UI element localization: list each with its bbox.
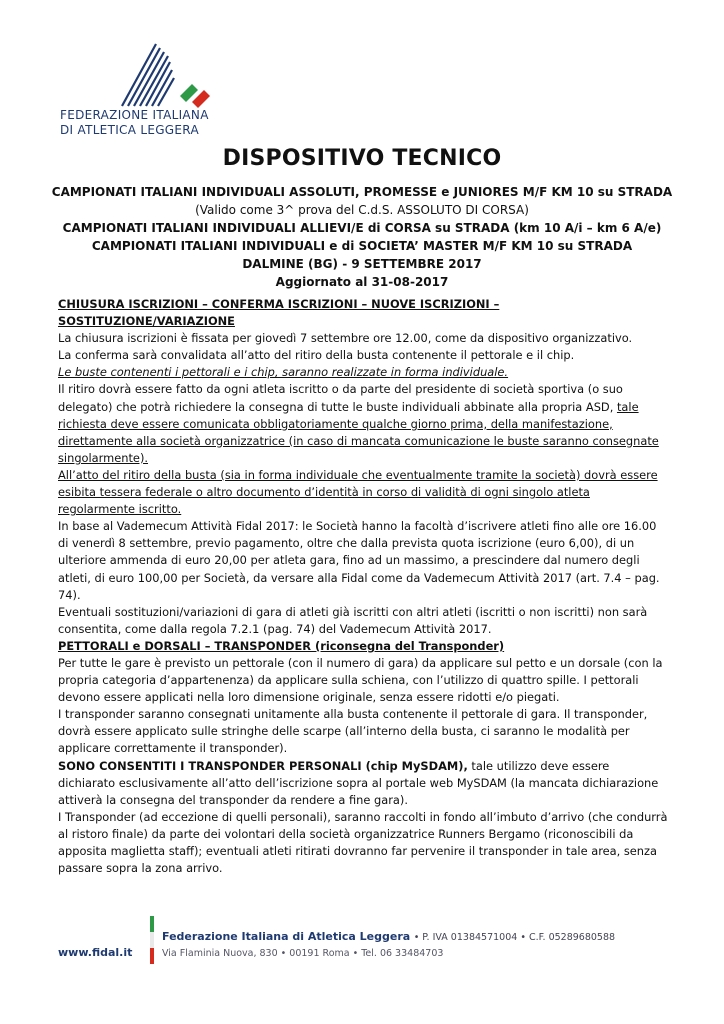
section-heading-transponder: PETTORALI e DORSALI – TRANSPONDER (riconsegna del Transponder) — [58, 638, 505, 653]
document-body — [58, 296, 668, 877]
logo-line-2: DI ATLETICA LEGGERA — [60, 123, 199, 137]
paragraph: In base al Vademecum Attività Fidal 2017: le Società hanno la facoltà d’iscrivere atleti fino alle ore 16.00 di venerdì 8 settembre, previo pagamento, oltre che dalla prevista quota iscrizione (euro 6,00), di un ulteriore ammenda di euro 20,00 per atleta gara, fino ad un massimo, a prescindere dal numero degli atleti, di euro 100,00 per Società, da versare alla Fidal come da Vademecum Attività 2017 (art. 7.4 – pag. 74). — [58, 519, 660, 602]
paragraph: Eventuali sostituzioni/variazioni di gara di atleti già iscritti con altri atleti (iscritti o non iscritti) non sarà consentita, come dalla regola 7.2.1 (pag. 74) del Vademecum Attività 2017. — [58, 604, 648, 636]
logo-line-1: FEDERAZIONE ITALIANA — [60, 108, 209, 122]
paragraph: La chiusura iscrizioni è fissata per giovedì 7 settembre ore 12.00, come da dispositivo organizzativo. — [58, 331, 633, 346]
heading-line-6: Aggiornato al 31-08-2017 — [275, 275, 449, 289]
section-heading-registrations: CHIUSURA ISCRIZIONI – CONFERMA ISCRIZIONI – NUOVE ISCRIZIONI – SOSTITUZIONE/VARIAZIONE — [58, 297, 500, 329]
paragraph: La conferma sarà convalidata all’atto del ritiro della busta contenente il pettorale e il chip. — [58, 348, 575, 363]
paragraph-underlined: All’atto del ritiro della busta (sia in forma individuale che eventualmente tramite la società) dovrà essere esibita tessera federale o altro documento d’identità in corso di validità di ogni singolo atleta regolarmente iscritto. — [58, 467, 658, 517]
flag-bar-icon — [150, 916, 154, 964]
championship-headings — [40, 183, 684, 291]
paragraph — [58, 758, 668, 809]
page-footer — [58, 916, 678, 976]
paragraph-italic: Le buste contenenti i pettorali e i chip, saranno realizzate in forma individuale. — [58, 365, 509, 380]
paragraph: I transponder saranno consegnati unitamente alla busta contenente il pettorale di gara. Il transponder, dovrà essere applicato sulle stringhe delle scarpe (all’interno della busta, ci saranno le modalità per applicare correttamente il transponder). — [58, 707, 648, 756]
text-span: tale utilizzo deve essere dichiarato esclusivamente all’atto dell’iscrizione sopra al portale web MySDAM (la mancata dichiarazione attiverà la consegna del transponder da rendere a fine gara). — [58, 758, 659, 807]
footer-tax-ids: • P. IVA 01384571004 • C.F. 05289680588 — [413, 932, 616, 943]
footer-org: Federazione Italiana di Atletica Leggera — [162, 930, 411, 943]
bold-span: SONO CONSENTITI I TRANSPONDER PERSONALI (chip MySDAM), — [58, 758, 468, 773]
document-title: DISPOSITIVO TECNICO — [222, 146, 502, 171]
text-span: Il ritiro dovrà essere fatto da ogni atleta iscritto o da parte del presidente di società sportiva (o suo delegato) che potrà richiedere la consegna di tutte le buste individuali abbinate alla propria ASD, — [58, 382, 623, 414]
footer-address: Via Flaminia Nuova, 830 • 00191 Roma • Tel. 06 33484703 — [162, 948, 444, 959]
website-link[interactable]: www.fidal.it — [58, 946, 133, 959]
heading-line-4: CAMPIONATI ITALIANI INDIVIDUALI e di SOCIETA’ MASTER M/F KM 10 su STRADA — [91, 239, 633, 253]
footer-org-line — [162, 930, 615, 943]
heading-line-3: CAMPIONATI ITALIANI INDIVIDUALI ALLIEVI/E di CORSA su STRADA (km 10 A/i – km 6 A/e) — [62, 221, 662, 235]
paragraph: I Transponder (ad eccezione di quelli personali), saranno raccolti in fondo all’imbuto d’arrivo (che condurrà al ristoro finale) da parte dei volontari della società organizzatrice Runners Bergamo (riconoscibili da apposita maglietta staff); eventuali atleti ritirati dovranno far pervenire il transponder in tale area, senza passare sopra la zona arrivo. — [58, 809, 668, 876]
heading-line-1: CAMPIONATI ITALIANI INDIVIDUALI ASSOLUTI, PROMESSE e JUNIORES M/F KM 10 su STRADA — [51, 185, 673, 199]
heading-line-2: (Valido come 3^ prova del C.d.S. ASSOLUTO DI CORSA) — [195, 203, 529, 217]
heading-line-5: DALMINE (BG) - 9 SETTEMBRE 2017 — [242, 257, 482, 271]
paragraph — [58, 381, 668, 466]
underlined-span: tale richiesta deve essere comunicata obbligatoriamente qualche giorno prima, della manifestazione, direttamente alla società organizzatrice (in caso di mancata comunicazione le buste saranno consegnate singolarmente). — [58, 399, 659, 465]
fidal-logo-mark — [96, 40, 216, 110]
paragraph: Per tutte le gare è previsto un pettorale (con il numero di gara) da applicare sul petto e un dorsale (con la propria categoria d’appartenenza) da applicare sulla schiena, con l’utilizzo di quattro spille. I pettorali devono essere applicati nella loro dimensione originale, senza essere ridotti e/o piegati. — [58, 655, 663, 705]
